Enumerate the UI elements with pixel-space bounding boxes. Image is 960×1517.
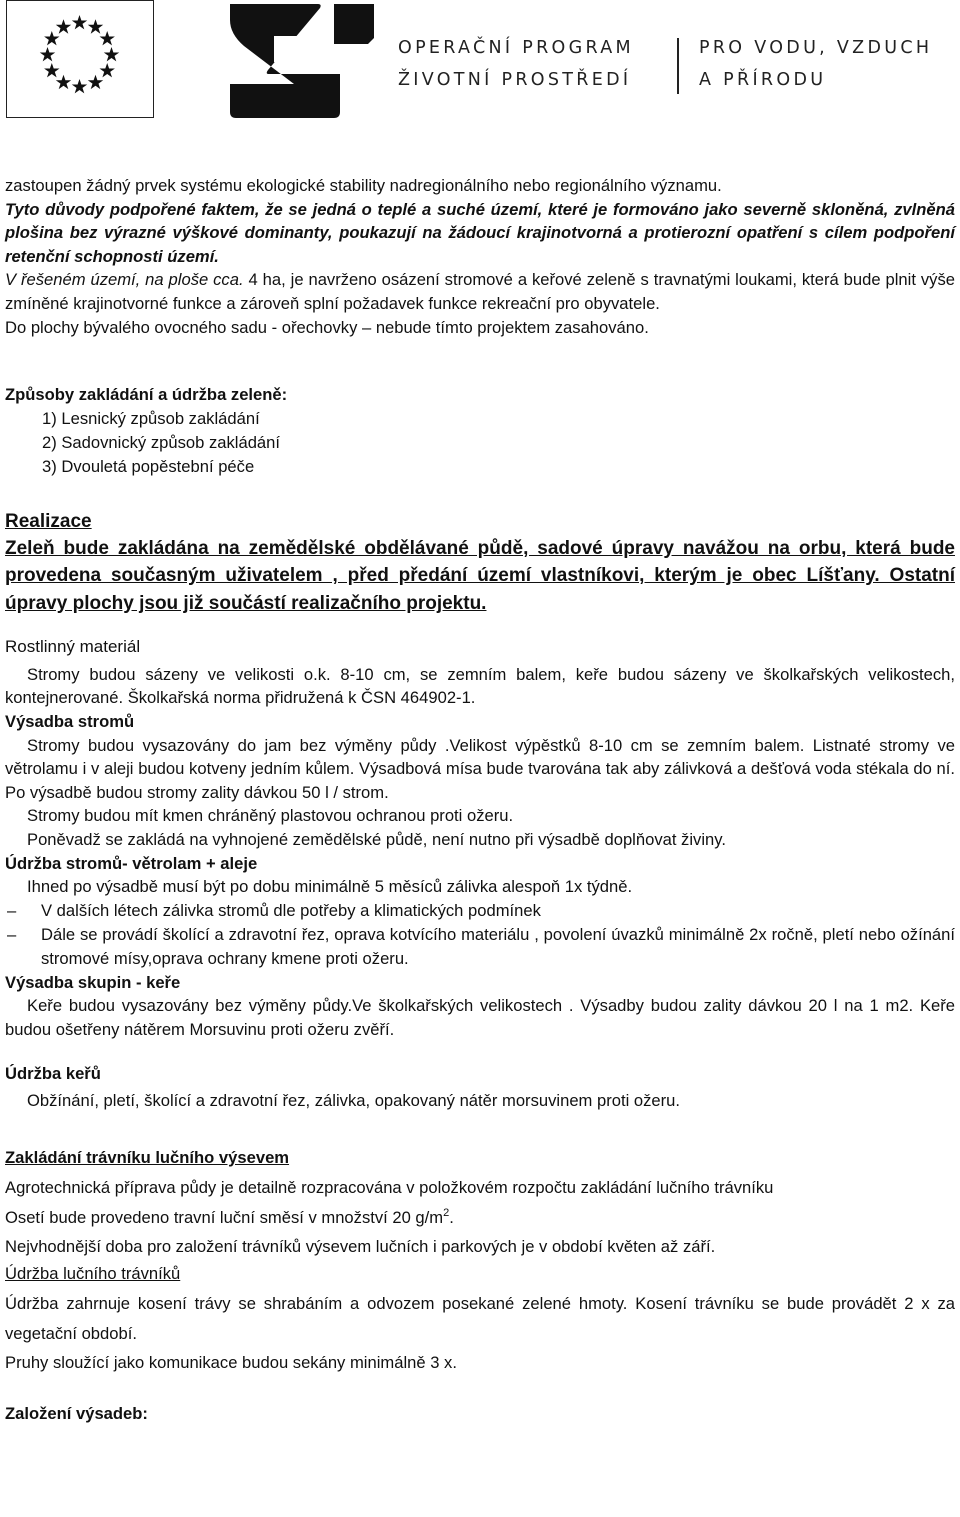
spacer bbox=[5, 1042, 955, 1062]
op-program-logo bbox=[190, 0, 380, 133]
zalozeni-heading: Založení výsadeb: bbox=[5, 1403, 148, 1423]
udrzba-stromu-heading: Údržba stromů- větrolam + aleje bbox=[5, 853, 258, 873]
spacer bbox=[5, 479, 955, 509]
udrzba-travniku-paths: Pruhy sloužící jako komunikace budou sekány minimálně 3 x. bbox=[5, 1353, 457, 1373]
method-item: 1) Lesnický způsob zakládání bbox=[42, 408, 260, 428]
intro-area-text: 4 ha, je navrženo osázení stromové a keřové zeleně s travnatými loukami, která bude plnit výše zmíněné krajinotvorné funkce a zároveň splní požadavek funkce rekreační pro obyvatele. bbox=[5, 270, 955, 313]
eu-flag-logo bbox=[6, 0, 154, 118]
realizace-heading: Realizace bbox=[5, 510, 92, 532]
method-item: 2) Sadovnický způsob zakládání bbox=[42, 432, 280, 452]
udrzba-travniku-heading: Údržba lučního trávníků bbox=[5, 1263, 181, 1283]
header-divider bbox=[677, 38, 679, 94]
spacer bbox=[5, 617, 955, 635]
intro-italic-lead: V řešeném území, na ploše cca. bbox=[5, 270, 244, 290]
vysadba-stromu-text: Stromy budou vysazovány do jam bez výměny půdy .Velikost výpěstků 8-10 cm se zemním balem. Listnaté stromy ve větrolamu i v aleji budou kotveny jedním kůlem. Výsadbová mísa bude tvarována tak aby zálivková a dešťová voda stékala do ní. Po výsadbě budou stromy zality dávkou 50 l / strom. bbox=[5, 735, 955, 802]
spacer bbox=[5, 1113, 955, 1146]
program-motto-line1: PRO VODU, VZDUCH bbox=[699, 38, 933, 58]
travnik-heading: Zakládání trávníku lučního výsevem bbox=[5, 1147, 290, 1167]
program-name-line1: OPERAČNÍ PROGRAM bbox=[398, 38, 634, 58]
vysadba-stromu-nutrients: Poněvadž se zakládá na vyhnojené zemědělské půdě, není nutno při výsadbě doplňovat živiny. bbox=[27, 830, 726, 849]
realizace-text: Zeleň bude zakládána na zemědělské obdělávané půdě, sadové úpravy navážou na orbu, která bude provedena současným uživatelem , před předání území vlastníkovi, kterým je obec Líšťany. Ostatní úpravy plochy jsou již součástí realizačního projektu. bbox=[5, 537, 955, 614]
orchard-note: Do plochy bývalého ovocného sadu - ořechovky – nebude tímto projektem zasahováno. bbox=[5, 317, 649, 337]
travnik-seeding bbox=[5, 1203, 955, 1233]
udrzba-stromu-text: Ihned po výsadbě musí být po dobu minimálně 5 měsíců zálivka alespoň 1x týdně. bbox=[27, 877, 633, 897]
bullet-text: Dále se provádí školící a zdravotní řez, oprava kotvícího materiálu , povolení úvazků minimálně 2x ročně, pletí nebo ožínání stromové mísy,oprava ochrany kmene proti ožeru. bbox=[41, 924, 955, 968]
udrzba-keru-text: Obžínání, pletí, školící a zdravotní řez, zálivka, opakovaný nátěr morsuvinem proti ožeru. bbox=[27, 1091, 680, 1111]
vysadba-skupin-heading: Výsadba skupin - keře bbox=[5, 972, 181, 992]
program-emblem-icon bbox=[190, 0, 380, 128]
vysadba-stromu-heading: Výsadba stromů bbox=[5, 712, 135, 732]
intro-line: zastoupen žádný prvek systému ekologické stability nadregionálního nebo regionálního významu. bbox=[5, 176, 722, 195]
rostlinny-heading: Rostlinný materiál bbox=[5, 637, 141, 657]
udrzba-travniku-text: Údržba zahrnuje kosení trávy se shrabáním a odvozem posekané zelené hmoty. Kosení trávníku se bude provádět 2 x za vegetační období. bbox=[5, 1294, 955, 1343]
program-motto-line2: A PŘÍRODU bbox=[699, 70, 827, 90]
methods-heading: Způsoby zakládání a údržba zeleně: bbox=[5, 385, 288, 405]
rostlinny-text: Stromy budou sázeny ve velikosti o.k. 8-10 cm, se zemním balem, keře budou sázeny ve školkařských velikostech, kontejnerované. Školkařská norma přidružená k ČSN 464902-1. bbox=[5, 664, 955, 708]
eu-stars-icon bbox=[7, 1, 152, 116]
vysadba-skupin-text: Keře budou vysazovány bez výměny půdy.Ve školkařských velikostech . Výsadby budou zality dávkou 20 l na 1 m2. Keře budou ošetřeny nátěrem Morsuvinu proti ožeru zvěří. bbox=[5, 996, 955, 1039]
udrzba-stromu-bullet bbox=[5, 899, 955, 923]
document-body bbox=[5, 174, 955, 1426]
program-name-line2: ŽIVOTNÍ PROSTŘEDÍ bbox=[398, 70, 632, 90]
intro-bold-italic-paragraph: Tyto důvody podpořené faktem, že se jedná o teplé a suché území, které je formováno jako severně skloněná, zvlněná plošina bez výrazné výškové dominanty, poukazují na žádoucí krajinotvorná a protierozní opatření s cílem podpoření retenční schopnosti území. bbox=[5, 199, 955, 266]
travnik-seeding-text: Osetí bude provedeno travní luční směsí v množství 20 g/m bbox=[5, 1207, 444, 1227]
travnik-text: Agrotechnická příprava půdy je detailně rozpracována v položkovém rozpočtu zakládání lučního trávníku bbox=[5, 1178, 774, 1198]
intro-area-paragraph bbox=[5, 268, 955, 315]
page-header bbox=[0, 0, 960, 130]
dash-bullet-icon: – bbox=[7, 900, 17, 920]
udrzba-stromu-bullet bbox=[5, 923, 955, 971]
bullet-text: V dalších létech zálivka stromů dle potřeby a klimatických podmínek bbox=[41, 900, 541, 920]
vysadba-stromu-protection: Stromy budou mít kmen chráněný plastovou ochranou proti ožeru. bbox=[27, 806, 514, 826]
spacer bbox=[5, 1378, 955, 1402]
dash-bullet-icon: – bbox=[7, 924, 17, 944]
udrzba-keru-heading: Údržba keřů bbox=[5, 1063, 101, 1083]
superscript: 2 bbox=[443, 1206, 450, 1219]
travnik-seeding-end: . bbox=[449, 1207, 454, 1227]
spacer bbox=[5, 339, 955, 383]
travnik-timing: Nejvhodnější doba pro založení trávníků výsevem lučních i parkových je v období květen až září. bbox=[5, 1237, 716, 1257]
method-item: 3) Dvouletá popěstební péče bbox=[42, 456, 255, 476]
